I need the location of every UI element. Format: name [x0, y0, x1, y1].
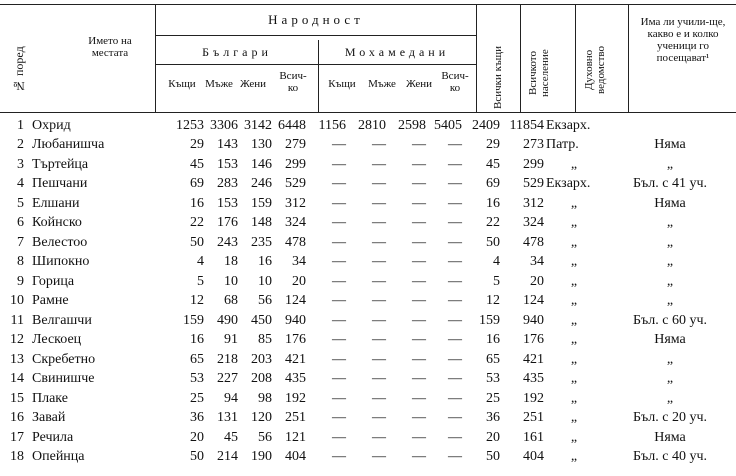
- muslim-houses: —: [332, 273, 346, 289]
- bulgarian-houses: 50: [190, 234, 204, 250]
- row-number: 16: [10, 410, 24, 426]
- bulgarian-men: 3306: [210, 117, 238, 133]
- header-m-houses: Къщи: [328, 78, 356, 90]
- religious-authority: „: [570, 254, 578, 270]
- muslim-houses: —: [332, 176, 346, 192]
- muslim-houses: —: [332, 449, 346, 465]
- bulgarian-houses: 5: [197, 273, 204, 289]
- col-rule-all-population: [575, 4, 576, 112]
- muslim-men: —: [372, 273, 386, 289]
- all-population: 176: [523, 332, 544, 348]
- bulgarian-women: 208: [251, 371, 272, 387]
- muslim-men: —: [372, 390, 386, 406]
- place-name: Горица: [32, 273, 75, 289]
- all-population: 34: [530, 254, 544, 270]
- table-row: [0, 409, 736, 429]
- table-row: [0, 370, 736, 390]
- place-name: Пешчани: [32, 176, 88, 192]
- bulgarian-total: 299: [285, 156, 306, 172]
- nationality-rule: [156, 35, 476, 36]
- religious-authority: „: [570, 156, 578, 172]
- place-name: Койнско: [32, 215, 82, 231]
- all-population: 435: [523, 371, 544, 387]
- all-houses: 159: [479, 312, 500, 328]
- muslim-women: 2598: [398, 117, 426, 133]
- row-number: 4: [17, 176, 24, 192]
- bulgarian-total: 478: [285, 234, 306, 250]
- header-school: Има ли учили-ще, какво е и колко ученици го посещават¹: [640, 16, 726, 64]
- muslim-total: —: [448, 215, 462, 231]
- religious-authority: „: [570, 215, 578, 231]
- row-number: 14: [10, 371, 24, 387]
- bulgarian-total: 940: [285, 312, 306, 328]
- religious-authority: „: [570, 410, 578, 426]
- muslim-total: —: [448, 449, 462, 465]
- all-population: 404: [523, 449, 544, 465]
- bulgarian-men: 45: [224, 429, 238, 445]
- school-info: „: [666, 215, 674, 231]
- muslim-men: —: [372, 156, 386, 172]
- header-nationality: Народност: [268, 12, 364, 27]
- bulgarian-total: 435: [285, 371, 306, 387]
- all-houses: 5: [493, 273, 500, 289]
- all-population: 529: [523, 176, 544, 192]
- bulgarian-total: 312: [285, 195, 306, 211]
- header-no: № поред: [12, 46, 26, 94]
- muslim-men: —: [372, 332, 386, 348]
- muslim-houses: —: [332, 312, 346, 328]
- table-row: [0, 389, 736, 409]
- muslim-total: —: [448, 156, 462, 172]
- bulgarian-total: 176: [285, 332, 306, 348]
- bulgarian-men: 91: [224, 332, 238, 348]
- table-row: [0, 428, 736, 448]
- muslim-women: —: [412, 156, 426, 172]
- muslim-women: —: [412, 215, 426, 231]
- school-info: Няма: [654, 195, 686, 211]
- all-population: 312: [523, 195, 544, 211]
- row-number: 9: [17, 273, 24, 289]
- muslim-houses: —: [332, 293, 346, 309]
- muslim-houses: —: [332, 351, 346, 367]
- bulgarian-houses: 53: [190, 371, 204, 387]
- school-info: „: [666, 254, 674, 270]
- school-info: Бъл. с 60 уч.: [632, 312, 708, 328]
- school-info: Бъл. с 20 уч.: [632, 410, 708, 426]
- bulgarian-total: 529: [285, 176, 306, 192]
- all-houses: 25: [486, 390, 500, 406]
- bulgarian-total: 404: [285, 449, 306, 465]
- table-row: [0, 155, 736, 175]
- bulgarian-women: 120: [251, 410, 272, 426]
- school-info: „: [666, 273, 674, 289]
- bulgarian-men: 153: [217, 195, 238, 211]
- all-population: 124: [523, 293, 544, 309]
- all-houses: 53: [486, 371, 500, 387]
- header-b-men: Мъже: [205, 78, 233, 90]
- muslim-houses: —: [332, 371, 346, 387]
- all-houses: 45: [486, 156, 500, 172]
- muslim-total: —: [448, 176, 462, 192]
- religious-authority: „: [570, 449, 578, 465]
- muslim-men: —: [372, 215, 386, 231]
- all-population: 478: [523, 234, 544, 250]
- muslim-women: —: [412, 195, 426, 211]
- bulgarian-houses: 25: [190, 390, 204, 406]
- muslim-women: —: [412, 390, 426, 406]
- population-table: [0, 116, 736, 467]
- row-number: 13: [10, 351, 24, 367]
- bulgarian-men: 283: [217, 176, 238, 192]
- place-name: Свинишче: [32, 371, 95, 387]
- religious-authority: „: [570, 332, 578, 348]
- religious-authority: „: [570, 390, 578, 406]
- header-all-houses: Всички къщи: [492, 45, 504, 109]
- bulgarian-houses: 50: [190, 449, 204, 465]
- bulgarian-houses: 159: [183, 312, 204, 328]
- row-number: 2: [17, 137, 24, 153]
- bulgarian-houses: 22: [190, 215, 204, 231]
- school-info: „: [666, 293, 674, 309]
- muslim-houses: —: [332, 332, 346, 348]
- muslim-women: —: [412, 293, 426, 309]
- muslim-women: —: [412, 273, 426, 289]
- table-row: [0, 194, 736, 214]
- muslim-women: —: [412, 449, 426, 465]
- bulgarian-women: 16: [258, 254, 272, 270]
- row-number: 6: [17, 215, 24, 231]
- bulgarian-total: 20: [292, 273, 306, 289]
- muslim-houses: —: [332, 429, 346, 445]
- muslim-total: —: [448, 195, 462, 211]
- all-houses: 29: [486, 137, 500, 153]
- bulgarian-women: 203: [251, 351, 272, 367]
- row-number: 3: [17, 156, 24, 172]
- header-muslims: Мохамедани: [344, 45, 450, 59]
- table-row: [0, 311, 736, 331]
- place-name: Рамне: [32, 293, 69, 309]
- table-row: [0, 350, 736, 370]
- bulgarian-total: 279: [285, 137, 306, 153]
- bulgarian-houses: 1253: [176, 117, 204, 133]
- religious-authority: „: [570, 429, 578, 445]
- all-population: 299: [523, 156, 544, 172]
- muslim-houses: —: [332, 137, 346, 153]
- all-houses: 16: [486, 332, 500, 348]
- all-population: 324: [523, 215, 544, 231]
- bulgarian-women: 246: [251, 176, 272, 192]
- place-name: Опейнца: [32, 449, 85, 465]
- all-houses: 36: [486, 410, 500, 426]
- bulgarian-men: 94: [224, 390, 238, 406]
- header-bulgarians: Българи: [202, 45, 272, 59]
- place-name: Велестоо: [32, 234, 88, 250]
- bulgarian-men: 153: [217, 156, 238, 172]
- all-houses: 50: [486, 449, 500, 465]
- religious-authority: „: [570, 273, 578, 289]
- place-name: Охрид: [32, 117, 71, 133]
- muslim-houses: —: [332, 234, 346, 250]
- all-population: 161: [523, 429, 544, 445]
- col-rule-all-houses: [520, 4, 521, 112]
- row-number: 8: [17, 254, 24, 270]
- col-rule-religious: [628, 4, 629, 112]
- bulgarian-women: 148: [251, 215, 272, 231]
- all-population: 11854: [509, 117, 544, 133]
- bulgarian-men: 176: [217, 215, 238, 231]
- row-number: 7: [17, 234, 24, 250]
- bulgarian-houses: 45: [190, 156, 204, 172]
- school-info: „: [666, 371, 674, 387]
- table-row: [0, 175, 736, 195]
- religious-authority: Екзарх.: [546, 176, 591, 192]
- school-info: „: [666, 156, 674, 172]
- school-info: Няма: [654, 137, 686, 153]
- bulgarian-women: 146: [251, 156, 272, 172]
- table-row: [0, 253, 736, 273]
- header-m-men: Мъже: [368, 78, 396, 90]
- school-info: „: [666, 390, 674, 406]
- all-houses: 12: [486, 293, 500, 309]
- bulgarian-women: 56: [258, 429, 272, 445]
- table-row: [0, 272, 736, 292]
- row-number: 17: [10, 429, 24, 445]
- muslim-men: 2810: [358, 117, 386, 133]
- row-number: 11: [10, 312, 24, 328]
- muslim-men: —: [372, 429, 386, 445]
- row-number: 18: [10, 449, 24, 465]
- bulgarian-men: 490: [217, 312, 238, 328]
- muslim-women: —: [412, 234, 426, 250]
- muslim-men: —: [372, 371, 386, 387]
- table-row: [0, 233, 736, 253]
- place-name: Завай: [32, 410, 66, 426]
- all-population: 192: [523, 390, 544, 406]
- all-population: 273: [523, 137, 544, 153]
- muslim-total: —: [448, 371, 462, 387]
- all-population: 940: [523, 312, 544, 328]
- bulgarian-men: 18: [224, 254, 238, 270]
- all-population: 251: [523, 410, 544, 426]
- all-population: 421: [523, 351, 544, 367]
- muslim-women: —: [412, 371, 426, 387]
- bulgarian-men: 214: [217, 449, 238, 465]
- bulgarian-men: 227: [217, 371, 238, 387]
- muslim-women: —: [412, 137, 426, 153]
- table-row: [0, 136, 736, 156]
- subgroup-rule: [156, 64, 476, 65]
- bulgarian-men: 10: [224, 273, 238, 289]
- bulgarian-total: 251: [285, 410, 306, 426]
- religious-authority: „: [570, 195, 578, 211]
- muslim-houses: —: [332, 215, 346, 231]
- bulgarian-women: 85: [258, 332, 272, 348]
- muslim-total: 5405: [434, 117, 462, 133]
- muslim-women: —: [412, 332, 426, 348]
- muslim-total: —: [448, 351, 462, 367]
- row-number: 12: [10, 332, 24, 348]
- muslim-men: —: [372, 195, 386, 211]
- place-name: Елшани: [32, 195, 80, 211]
- religious-authority: „: [570, 371, 578, 387]
- bulgarian-houses: 29: [190, 137, 204, 153]
- muslim-total: —: [448, 429, 462, 445]
- bulgarian-total: 34: [292, 254, 306, 270]
- muslim-men: —: [372, 351, 386, 367]
- religious-authority: „: [570, 293, 578, 309]
- all-houses: 20: [486, 429, 500, 445]
- table-row: [0, 116, 736, 136]
- muslim-men: —: [372, 137, 386, 153]
- bulgarian-women: 98: [258, 390, 272, 406]
- muslim-men: —: [372, 234, 386, 250]
- top-rule: [0, 4, 736, 5]
- school-info: Няма: [654, 332, 686, 348]
- header-m-total: Всич-ко: [441, 70, 469, 94]
- header-b-total: Всич-ко: [279, 70, 307, 94]
- all-population: 20: [530, 273, 544, 289]
- muslim-total: —: [448, 390, 462, 406]
- religious-authority: Екзарх.: [546, 117, 591, 133]
- table-row: [0, 448, 736, 468]
- bulgarian-houses: 69: [190, 176, 204, 192]
- bulgarian-women: 190: [251, 449, 272, 465]
- bulgarian-men: 143: [217, 137, 238, 153]
- row-number: 5: [17, 195, 24, 211]
- muslim-houses: —: [332, 156, 346, 172]
- bulgarian-houses: 12: [190, 293, 204, 309]
- all-houses: 16: [486, 195, 500, 211]
- school-info: Няма: [654, 429, 686, 445]
- place-name: Скребетно: [32, 351, 96, 367]
- place-name: Търтейца: [32, 156, 89, 172]
- bulgarian-women: 159: [251, 195, 272, 211]
- muslim-total: —: [448, 254, 462, 270]
- header-all-population: Всичкото население: [527, 49, 551, 97]
- bulgarian-women: 450: [251, 312, 272, 328]
- muslim-total: —: [448, 273, 462, 289]
- bulgarian-houses: 4: [197, 254, 204, 270]
- table-row: [0, 214, 736, 234]
- muslim-women: —: [412, 312, 426, 328]
- muslim-women: —: [412, 351, 426, 367]
- bulgarian-men: 68: [224, 293, 238, 309]
- muslim-houses: —: [332, 410, 346, 426]
- table-row: [0, 292, 736, 312]
- religious-authority: Патр.: [546, 137, 579, 153]
- col-rule-groups: [318, 40, 319, 112]
- bulgarian-houses: 16: [190, 195, 204, 211]
- muslim-houses: —: [332, 254, 346, 270]
- school-info: [604, 116, 736, 136]
- muslim-men: —: [372, 410, 386, 426]
- bulgarian-women: 130: [251, 137, 272, 153]
- muslim-houses: 1156: [318, 117, 346, 133]
- place-name: Шипокно: [32, 254, 90, 270]
- bulgarian-total: 124: [285, 293, 306, 309]
- muslim-total: —: [448, 137, 462, 153]
- muslim-women: —: [412, 176, 426, 192]
- muslim-women: —: [412, 429, 426, 445]
- col-rule-nationality-end: [476, 4, 477, 112]
- muslim-men: —: [372, 254, 386, 270]
- bulgarian-women: 3142: [244, 117, 272, 133]
- header-m-women: Жени: [406, 78, 432, 90]
- religious-authority: „: [570, 312, 578, 328]
- place-name: Лескоец: [32, 332, 82, 348]
- header-b-houses: Къщи: [168, 78, 196, 90]
- bulgarian-men: 243: [217, 234, 238, 250]
- religious-authority: „: [570, 351, 578, 367]
- school-info: „: [666, 234, 674, 250]
- muslim-women: —: [412, 410, 426, 426]
- all-houses: 2409: [472, 117, 500, 133]
- bulgarian-houses: 65: [190, 351, 204, 367]
- muslim-total: —: [448, 293, 462, 309]
- bulgarian-houses: 36: [190, 410, 204, 426]
- bulgarian-total: 324: [285, 215, 306, 231]
- muslim-total: —: [448, 410, 462, 426]
- bulgarian-women: 56: [258, 293, 272, 309]
- school-info: Бъл. с 41 уч.: [632, 176, 708, 192]
- place-name: Любанишча: [32, 137, 105, 153]
- bulgarian-men: 131: [217, 410, 238, 426]
- muslim-men: —: [372, 176, 386, 192]
- muslim-women: —: [412, 254, 426, 270]
- place-name: Велгашчи: [32, 312, 92, 328]
- row-number: 1: [17, 117, 24, 133]
- all-houses: 50: [486, 234, 500, 250]
- muslim-total: —: [448, 234, 462, 250]
- muslim-total: —: [448, 332, 462, 348]
- bulgarian-women: 10: [258, 273, 272, 289]
- bulgarian-houses: 20: [190, 429, 204, 445]
- muslim-houses: —: [332, 195, 346, 211]
- row-number: 15: [10, 390, 24, 406]
- bulgarian-houses: 16: [190, 332, 204, 348]
- bulgarian-men: 218: [217, 351, 238, 367]
- table-row: [0, 331, 736, 351]
- all-houses: 69: [486, 176, 500, 192]
- all-houses: 4: [493, 254, 500, 270]
- bulgarian-total: 421: [285, 351, 306, 367]
- bulgarian-total: 6448: [278, 117, 306, 133]
- header-name: Името на местата: [88, 35, 132, 59]
- all-houses: 65: [486, 351, 500, 367]
- muslim-total: —: [448, 312, 462, 328]
- bulgarian-total: 121: [285, 429, 306, 445]
- religious-authority: „: [570, 234, 578, 250]
- header-religious: Духовно ведомство: [583, 45, 607, 95]
- muslim-houses: —: [332, 390, 346, 406]
- school-info: Бъл. с 40 уч.: [632, 449, 708, 465]
- header-b-women: Жени: [240, 78, 266, 90]
- muslim-men: —: [372, 449, 386, 465]
- muslim-men: —: [372, 293, 386, 309]
- all-houses: 22: [486, 215, 500, 231]
- header-bottom-rule: [0, 112, 736, 113]
- row-number: 10: [10, 293, 24, 309]
- bulgarian-women: 235: [251, 234, 272, 250]
- place-name: Плаке: [32, 390, 68, 406]
- muslim-men: —: [372, 312, 386, 328]
- bulgarian-total: 192: [285, 390, 306, 406]
- school-info: „: [666, 351, 674, 367]
- place-name: Речила: [32, 429, 74, 445]
